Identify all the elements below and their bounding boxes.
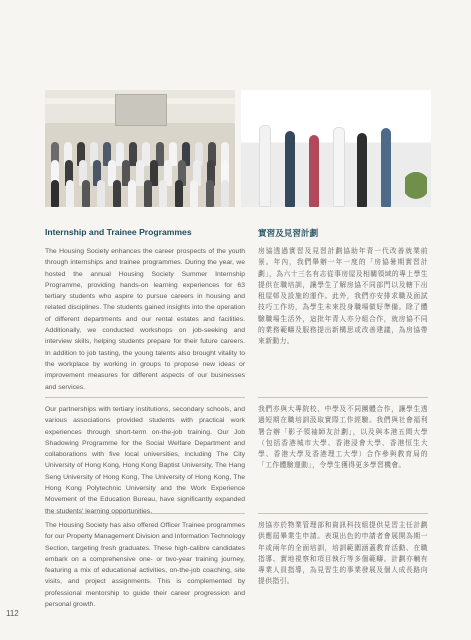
paragraph-en-1: The Housing Society enhances the career prospects of the youth through internships and trainee programmes. During the year, we hosted the annual Housing Society Summer Internship Programme, providing hands-on learning experiences for 63 tertiary students who aspire to pursue careers in housing and related disciplines. The students gained insights into the operation of different departments and our rental estates and facilities. Additionally, we conducted workshops on job-seeking and interview skills, helping students prepare for their future careers. In addition to job tasting, the young talents also brought vitality to the workplace by working in groups to propose new ideas or improvement measures for different aspects of our businesses and services. (45, 248, 245, 391)
divider (45, 513, 245, 514)
section-heading-en: Internship and Trainee Programmes (45, 227, 192, 237)
plant (405, 171, 427, 207)
person (285, 131, 295, 207)
person (309, 135, 319, 207)
divider (258, 397, 428, 398)
divider (45, 397, 245, 398)
divider (258, 513, 428, 514)
paragraph-zh-2: 我們亦與大專院校、中學及不同團體合作，讓學生透過短期在職培訓汲取實際工作經驗。我們與社會福利署合辦「影子領袖師友計劃」，以及與本港五間大學（包括香港城市大學、香港浸會大學、香港恒生大學、香港大學及香港理工大學）合作參與教育局的「工作體驗運動」，令學生獲得更多學習機會。 (258, 406, 428, 470)
page-number: 112 (6, 609, 19, 618)
person (381, 128, 391, 207)
paragraph-en-2: Our partnerships with tertiary institutions, secondary schools, and various associations provided students with practical work experiences through short-term on-the-job training. Our Job Shadowing Programme for the Social Welfare Department and collaborations with five local universities, including The City University of Hong Kong, Hong Kong Baptist University, The Hang Seng University of Hong Kong, The University of Hong Kong, The Hong Kong Polytechnic University and the Work Experience Movement of the Education Bureau, have significantly expanded the students' learning opportunities. (45, 406, 245, 515)
group-photo-left (45, 90, 235, 207)
group-photo-right (241, 90, 431, 207)
person (357, 133, 367, 207)
person (333, 127, 345, 207)
paragraph-zh-1: 房協透過實習及見習計劃協助年青一代改善就業前景。年內，我們舉辦一年一度的「房協暑期實習計劃」，為六十三名有志從事房屋及相關領域的專上學生提供在職培訓，讓學生了解房協不同部門以及轄下出租屋邨及設施的運作。此外，我們亦安排求職及面試技巧工作坊，為學生未來投身職場做好準備。除了體驗職場生活外，這批年青人亦分組合作，就房協不同的業務範疇及服務提出新構思或改善建議，為房協帶來新動力。 (258, 248, 428, 346)
section-heading-zh: 實習及見習計劃 (258, 228, 319, 238)
projector-screen (115, 94, 167, 126)
paragraph-en-3: The Housing Society has also offered Officer Trainee programmes for our Property Management Division and Information Technology Section, targeting fresh graduates. These high-calibre candidates embark on a comprehensive one- or two-year training journey, featuring a mix of educational activities, on-the-job coaching, site visits, and project assignments. This is complemented by professional mentorship to guide their career progression and personal growth. (45, 522, 245, 609)
people-front-row (51, 180, 229, 207)
person (259, 125, 271, 207)
paragraph-zh-3: 房協亦於物業管理部和資訊科技組提供見習主任計劃供應屆畢業生申請。表現出色的申請者會展開為期一年或兩年的全面培訓，培訓範圍涵蓋教育活動、在職指導、實地視察和項目執行等多個範疇。計劃亦輔有專業人員指導，為見習生的事業發展及個人成長路向提供指引。 (258, 522, 428, 586)
